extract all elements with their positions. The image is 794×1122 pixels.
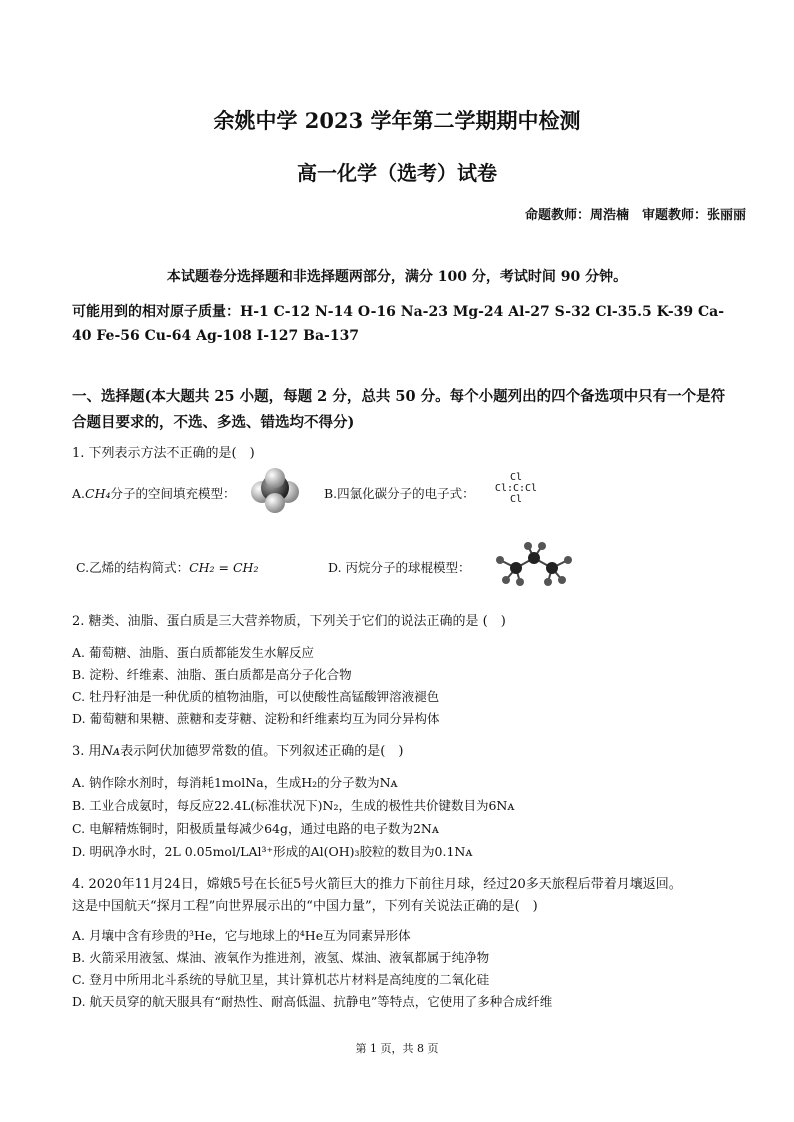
question-1-option-a <box>72 484 236 502</box>
question-4-stem-line-1: 4. 2020年11月24日，嫦娥5号在长征5号火箭巨大的推力下前往月球，经过20多天旅程后带着月壤返回。 <box>72 877 682 892</box>
question-3-option-c: C. 电解精炼铜时，阳极质量每减少64g，通过电路的电子数为2Nᴀ <box>72 821 439 836</box>
question-2-stem: 2. 糖类、油脂、蛋白质是三大营养物质，下列关于它们的说法正确的是 ( ) <box>72 614 506 629</box>
question-2-option-d: D. 葡萄糖和果糖、蔗糖和麦芽糖、淀粉和纤维素均互为同分异构体 <box>72 711 440 726</box>
ccl4-middle-row: Cl:C:Cl <box>494 483 538 494</box>
exam-subtitle: 高一化学（选考）试卷 <box>297 161 497 185</box>
exam-intro: 本试题卷分选择题和非选择题两部分，满分 100 分，考试时间 90 分钟。 <box>166 269 628 285</box>
question-3-option-d: D. 明矾净水时，2L 0.05mol/LAl³⁺形成的Al(OH)₃胶粒的数目为0.1Nᴀ <box>72 844 473 859</box>
ccl4-bottom-cl: Cl <box>509 494 523 505</box>
question-1-option-d: D. 丙烷分子的球棍模型： <box>328 560 471 575</box>
option-a-text: 分子的空间填充模型： <box>110 486 236 501</box>
ch4-formula: CH₄ <box>85 486 111 501</box>
question-4-option-a: A. 月壤中含有珍贵的³He，它与地球上的⁴He互为同素异形体 <box>72 928 411 943</box>
question-3-stem <box>72 740 403 759</box>
question-3-option-b: B. 工业合成氨时，每反应22.4L(标准状况下)N₂，生成的极性共价键数目为6Nᴀ <box>72 798 515 813</box>
option-c-text: C.乙烯的结构简式： <box>76 560 190 575</box>
question-3-option-a: A. 钠作除水剂时，每消耗1molNa，生成H₂的分子数为Nᴀ <box>72 775 398 790</box>
section-heading: 一、选择题(本大题共 25 小题，每题 2 分，总共 50 分。每个小题列出的四个备选项中只有一个是符合题目要求的，不选、多选、错选均不得分) <box>72 388 726 431</box>
question-1-option-c <box>76 558 258 576</box>
q3-stem-end: 表示阿伏加德罗常数的值。下列叙述正确的是( ) <box>120 744 404 759</box>
option-a-prefix: A. <box>72 486 86 501</box>
question-4-stem-line-2: 这是中国航天“探月工程”向世界展示出的“中国力量”，下列有关说法正确的是( ) <box>72 899 538 914</box>
page-footer: 第 1 页，共 8 页 <box>355 1042 439 1055</box>
ccl4-top-cl: Cl <box>509 472 523 483</box>
question-2-option-b: B. 淀粉、纤维素、油脂、蛋白质都是高分子化合物 <box>72 667 352 682</box>
propane-ball-stick-model-image <box>492 540 574 588</box>
atomic-masses: 可能用到的相对原子质量：H-1 C-12 N-14 O-16 Na-23 Mg-24 Al-27 S-32 Cl-35.5 K-39 Ca-40 Fe-56 Cu-64 Ag-108 I-127 Ba-137 <box>72 304 725 344</box>
ethylene-formula: CH₂ = CH₂ <box>189 560 259 575</box>
question-1-stem: 1. 下列表示方法不正确的是( ) <box>72 446 255 461</box>
question-2-option-a: A. 葡萄糖、油脂、蛋白质都能发生水解反应 <box>72 645 314 660</box>
avogadro-symbol: Nᴀ <box>101 744 121 759</box>
question-4-option-d: D. 航天员穿的航天服具有“耐热性、耐高低温、抗静电”等特点，它使用了多种合成纤维 <box>72 994 553 1009</box>
q3-stem-start: 3. 用 <box>72 744 102 759</box>
question-4-option-c: C. 登月中所用北斗系统的导航卫星，其计算机芯片材料是高纯度的二氧化硅 <box>72 972 490 987</box>
question-1-option-b: B.四氯化碳分子的电子式： <box>324 486 475 501</box>
question-2-option-c: C. 牡丹籽油是一种优质的植物油脂，可以使酸性高锰酸钾溶液褪色 <box>72 689 440 704</box>
ccl4-electron-formula <box>490 472 542 505</box>
question-4-option-b: B. 火箭采用液氢、煤油、液氧作为推进剂，液氢、煤油、液氧都属于纯净物 <box>72 950 490 965</box>
exam-title: 余姚中学 2023 学年第二学期期中检测 <box>213 108 581 133</box>
teachers-line: 命题教师：周浩楠 审题教师：张丽丽 <box>524 208 746 223</box>
methane-space-filling-model-image <box>250 466 300 514</box>
